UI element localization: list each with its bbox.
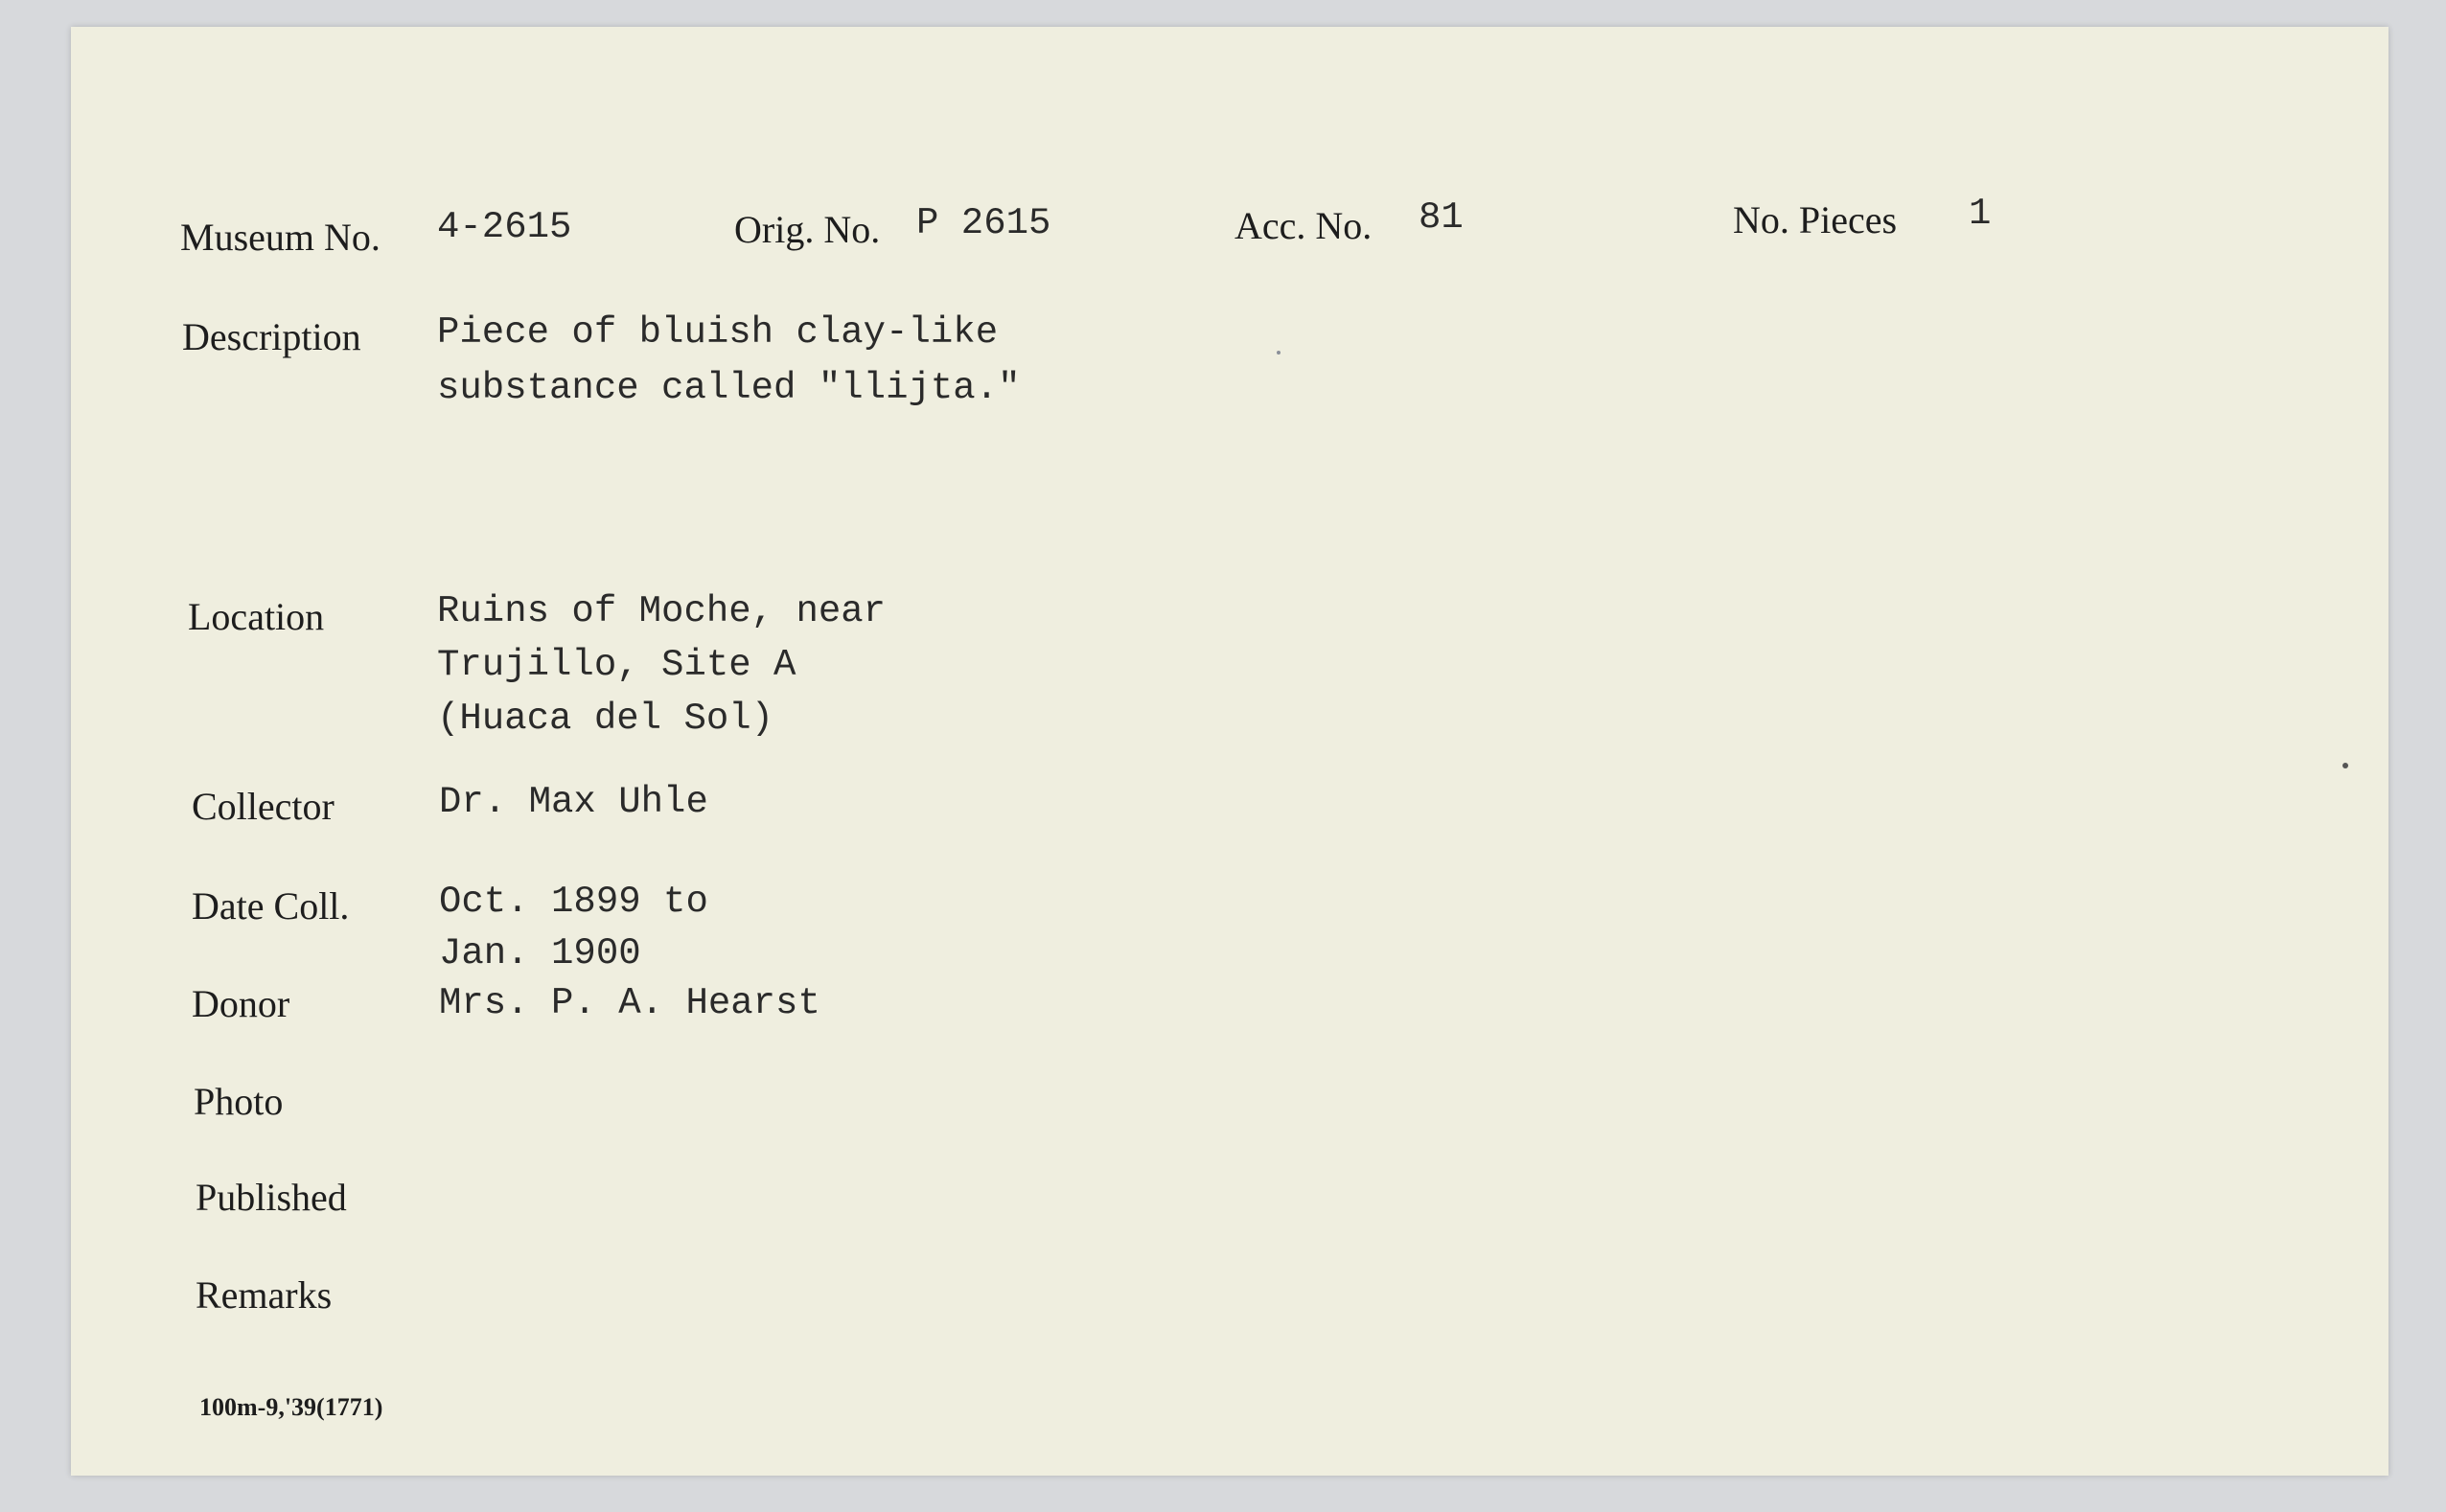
date-coll-line: Jan. 1900	[439, 932, 641, 974]
museum-no-label: Museum No.	[180, 216, 381, 259]
collector-label: Collector	[192, 785, 335, 828]
date-coll-label: Date Coll.	[192, 884, 350, 928]
collector-value: Dr. Max Uhle	[439, 781, 708, 823]
date-coll-line: Oct. 1899 to	[439, 881, 708, 923]
location-line: (Huaca del Sol)	[437, 698, 774, 740]
acc-no-value: 81	[1419, 196, 1464, 239]
location-line: Ruins of Moche, near	[437, 590, 887, 632]
location-value	[437, 584, 886, 745]
remarks-label: Remarks	[196, 1273, 333, 1317]
acc-no-label: Acc. No.	[1235, 204, 1373, 247]
paper-speck	[1277, 351, 1281, 355]
description-value	[437, 305, 1021, 416]
no-pieces-value: 1	[1969, 193, 1992, 235]
paper-speck	[2342, 763, 2348, 768]
catalog-card	[71, 27, 2388, 1476]
form-code: 100m-9,'39(1771)	[199, 1393, 383, 1421]
orig-no-label: Orig. No.	[734, 208, 881, 251]
museum-no-value: 4-2615	[437, 206, 572, 248]
no-pieces-label: No. Pieces	[1733, 198, 1898, 241]
donor-label: Donor	[192, 982, 290, 1025]
location-label: Location	[188, 595, 325, 638]
date-coll-value	[439, 876, 708, 979]
description-label: Description	[182, 315, 361, 358]
orig-no-value: P 2615	[916, 202, 1051, 244]
donor-value: Mrs. P. A. Hearst	[439, 982, 820, 1024]
description-line: substance called "llijta."	[437, 367, 1021, 409]
photo-label: Photo	[194, 1080, 284, 1123]
description-line: Piece of bluish clay-like	[437, 311, 999, 354]
published-label: Published	[196, 1176, 347, 1219]
location-line: Trujillo, Site A	[437, 644, 796, 686]
